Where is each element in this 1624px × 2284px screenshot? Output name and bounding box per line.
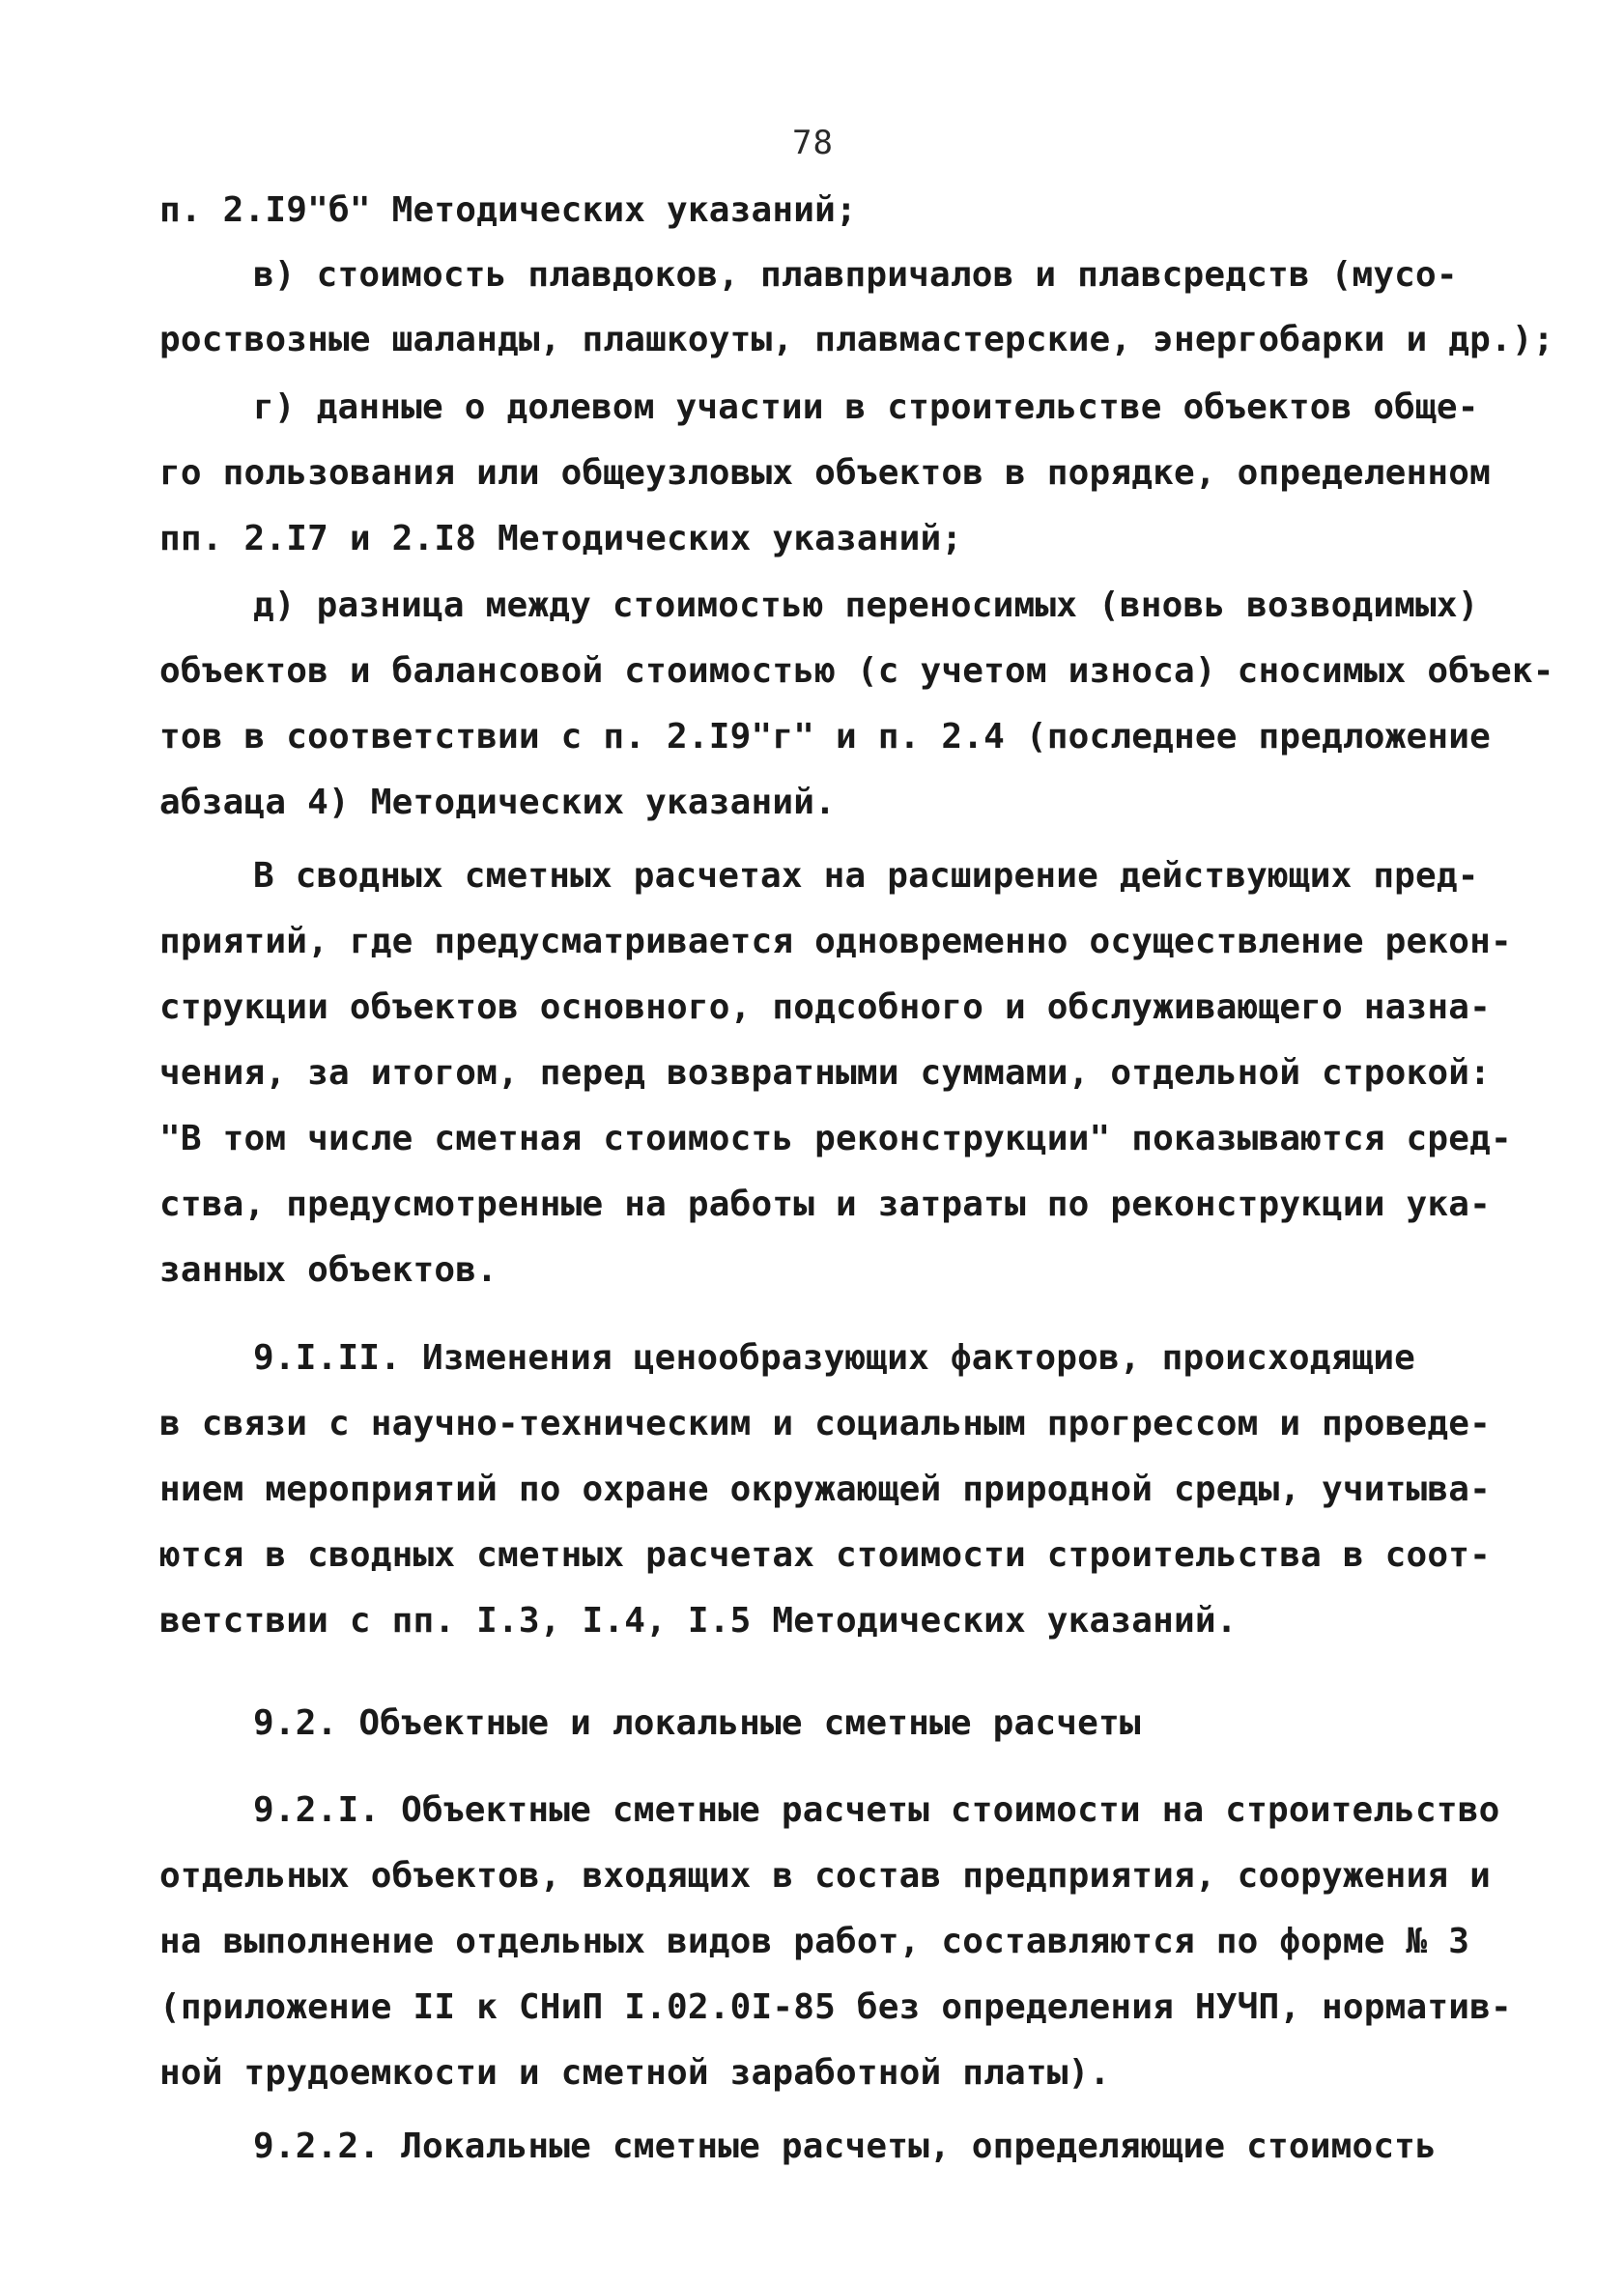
text-line: объектов и балансовой стоимостью (с учетом износа) сносимых объек-	[159, 651, 1554, 691]
text-line: ветствии с пп. I.3, I.4, I.5 Методических указаний.	[159, 1601, 1238, 1641]
text-line: струкции объектов основного, подсобного и обслуживающего назна-	[159, 987, 1492, 1027]
text-line: занных объектов.	[159, 1250, 498, 1290]
text-line: В сводных сметных расчетах на расширение действующих пред-	[253, 856, 1479, 896]
text-line: в связи с научно-техническим и социальным прогрессом и проведе-	[159, 1404, 1492, 1443]
text-line: на выполнение отдельных видов работ, составляются по форме № 3	[159, 1922, 1470, 1961]
text-line: приятий, где предусматривается одновременно осуществление рекон-	[159, 922, 1512, 961]
text-line: абзаца 4) Методических указаний.	[159, 783, 836, 822]
text-line: чения, за итогом, перед возвратными суммами, отдельной строкой:	[159, 1053, 1492, 1093]
text-line: п. 2.I9"б" Методических указаний;	[159, 190, 857, 230]
text-line: 9.I.II. Изменения ценообразующих факторов, происходящие	[253, 1338, 1416, 1378]
text-line: го пользования или общеузловых объектов в порядке, определенном	[159, 453, 1492, 493]
text-line: ства, предусмотренные на работы и затраты по реконструкции ука-	[159, 1185, 1492, 1224]
section-heading: 9.2. Объектные и локальные сметные расчеты	[253, 1703, 1141, 1743]
text-line: д) разница между стоимостью переносимых (вновь возводимых)	[253, 585, 1479, 625]
text-line: (приложение II к СНиП I.02.0I-85 без определения НУЧП, норматив-	[159, 1987, 1512, 2027]
text-line: г) данные о долевом участии в строительстве объектов обще-	[253, 387, 1479, 427]
text-line: ной трудоемкости и сметной заработной платы).	[159, 2053, 1111, 2093]
text-line: тов в соответствии с п. 2.I9"г" и п. 2.4 (последнее предложение	[159, 717, 1492, 757]
text-line: нием мероприятий по охране окружающей природной среды, учитыва-	[159, 1470, 1492, 1509]
text-line: ются в сводных сметных расчетах стоимости строительства в соот-	[159, 1535, 1492, 1575]
text-line: в) стоимость плавдоков, плавпричалов и плавсредств (мусо-	[253, 255, 1458, 295]
text-line: роствозные шаланды, плашкоуты, плавмастерские, энергобарки и др.);	[159, 320, 1554, 359]
text-line: отдельных объектов, входящих в состав предприятия, сооружения и	[159, 1856, 1492, 1896]
text-line: 9.2.I. Объектные сметные расчеты стоимости на строительство	[253, 1790, 1500, 1830]
page-number: 78	[792, 124, 834, 162]
text-line: пп. 2.I7 и 2.I8 Методических указаний;	[159, 519, 963, 558]
text-line: 9.2.2. Локальные сметные расчеты, определяющие стоимость	[253, 2127, 1437, 2166]
text-line: "В том числе сметная стоимость реконструкции" показываются сред-	[159, 1119, 1512, 1158]
